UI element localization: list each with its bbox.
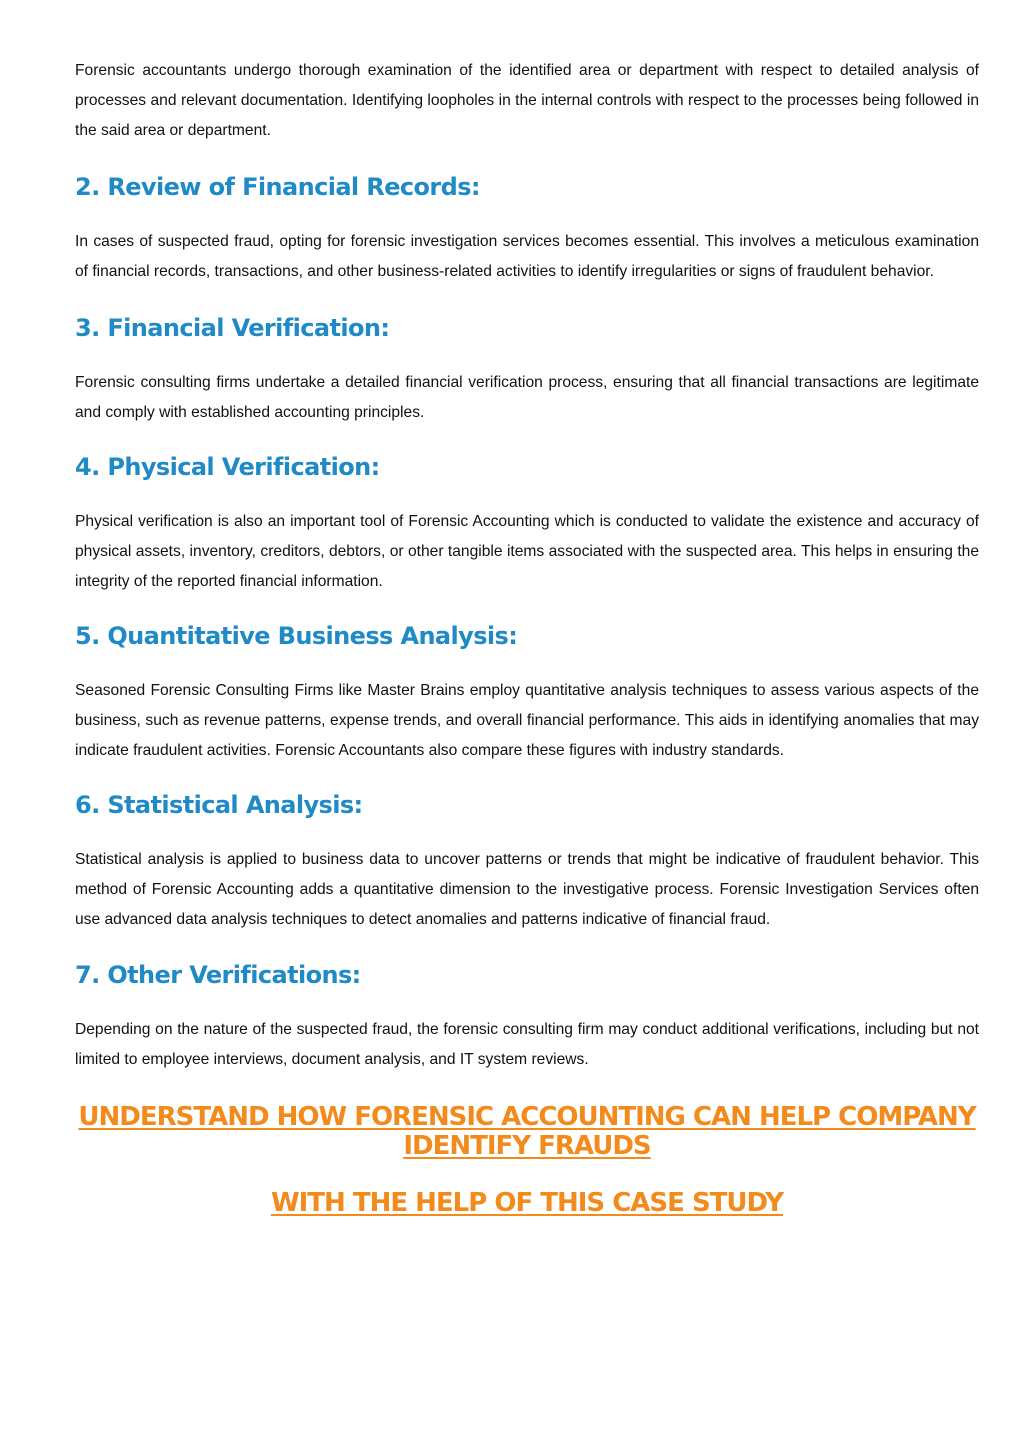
section-body-financial-verification: Forensic consulting firms undertake a detailed financial verification process, ensuring that all financial transactions are legitimate and comply with established accounting principles. [75, 374, 979, 421]
intro-paragraph: Forensic accountants undergo thorough examination of the identified area or department with respect to detailed analysis of processes and relevant documentation. Identifying loopholes in the internal controls with respect to the processes being followed in the said area or department. [75, 62, 979, 139]
section-heading-quantitative-business-analysis: 5. Quantitative Business Analysis: [75, 622, 518, 650]
section-heading-statistical-analysis: 6. Statistical Analysis: [75, 791, 363, 819]
case-study-link-with-help-of-case-study[interactable]: WITH THE HELP OF THIS CASE STUDY [270, 1188, 784, 1218]
section-heading-financial-verification: 3. Financial Verification: [75, 314, 390, 342]
document-page [75, 56, 979, 1218]
section-body-quantitative-business-analysis: Seasoned Forensic Consulting Firms like Master Brains employ quantitative analysis techniques to assess various aspects of the business, such as revenue patterns, expense trends, and overall financial performance. This aids in identifying anomalies that may indicate fraudulent activities. Forensic Accountants also compare these figures with industry standards. [75, 682, 979, 759]
section-body-physical-verification: Physical verification is also an important tool of Forensic Accounting which is conducted to validate the existence and accuracy of physical assets, inventory, creditors, debtors, or other tangible items associated with the suspected area. This helps in ensuring the integrity of the reported financial information. [75, 513, 979, 590]
section-heading-other-verifications: 7. Other Verifications: [75, 961, 361, 989]
section-body-review-of-financial-records: In cases of suspected fraud, opting for forensic investigation services becomes essential. This involves a meticulous examination of financial records, transactions, and other business-related activities to identify irregularities or signs of fraudulent behavior. [75, 233, 979, 280]
section-heading-physical-verification: 4. Physical Verification: [75, 453, 380, 481]
case-study-link-understand-forensic-accounting[interactable]: UNDERSTAND HOW FORENSIC ACCOUNTING CAN HELP COMPANY IDENTIFY FRAUDS [78, 1102, 976, 1161]
section-heading-review-of-financial-records: 2. Review of Financial Records: [75, 173, 480, 201]
section-body-other-verifications: Depending on the nature of the suspected fraud, the forensic consulting firm may conduct additional verifications, including but not limited to employee interviews, document analysis, and IT system reviews. [75, 1021, 979, 1068]
section-body-statistical-analysis: Statistical analysis is applied to business data to uncover patterns or trends that might be indicative of fraudulent behavior. This method of Forensic Accounting adds a quantitative dimension to the investigative process. Forensic Investigation Services often use advanced data analysis techniques to detect anomalies and patterns indicative of financial fraud. [75, 851, 979, 928]
